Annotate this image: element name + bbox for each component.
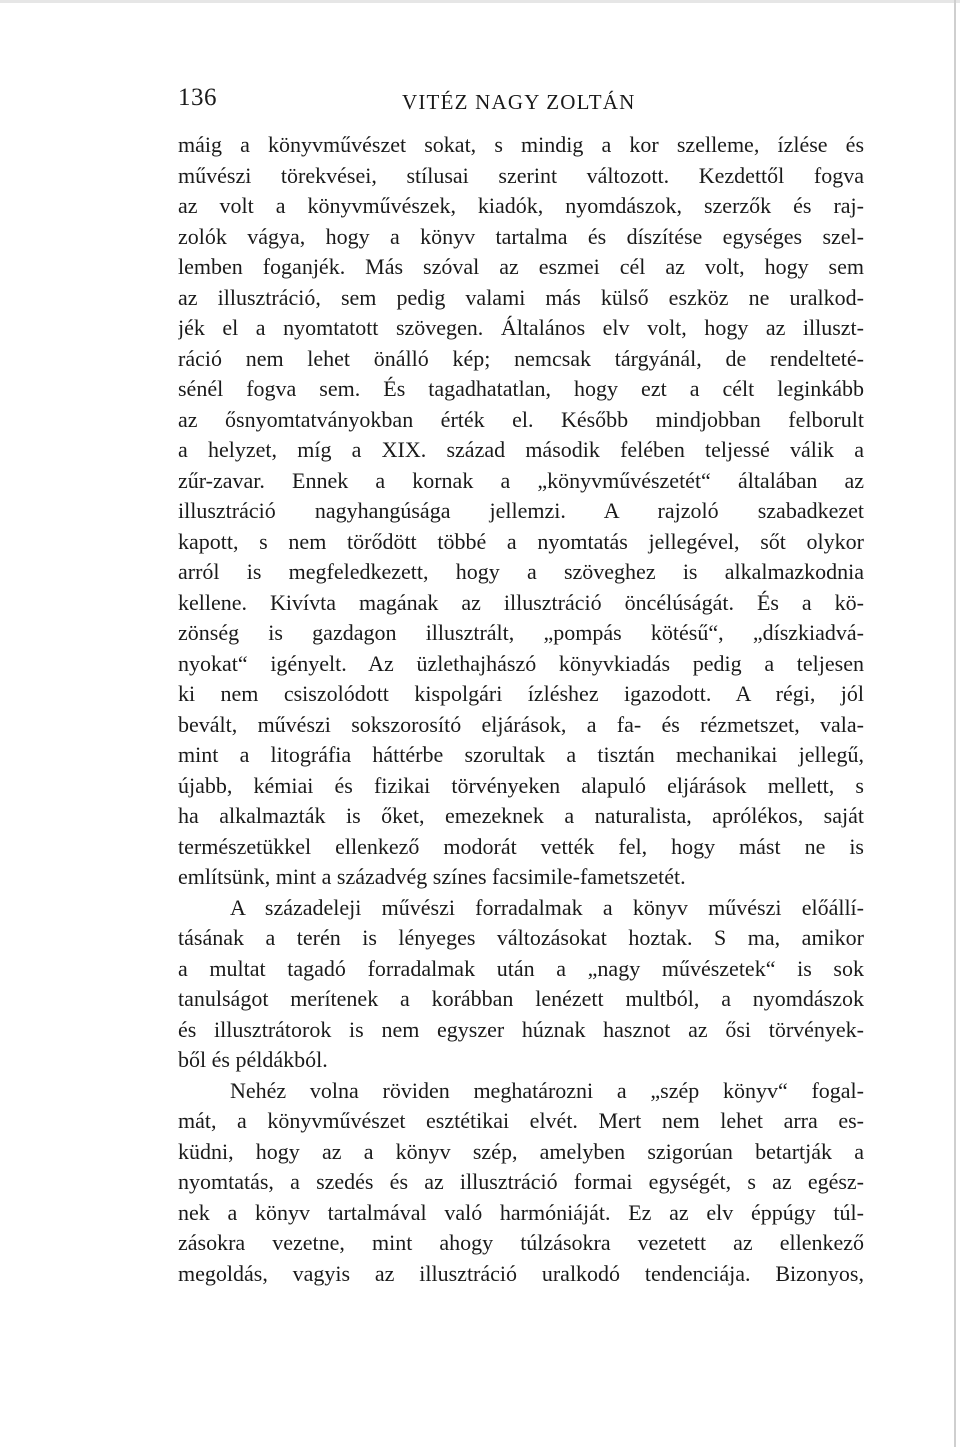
text-line: és illusztrátorok is nem egyszer húznak hasznot az ősi törvények- xyxy=(178,1016,864,1042)
text-line: újabb, kémiai és fizikai törvényeken alapuló eljárások mellett, s xyxy=(178,772,864,798)
text-line: ki nem csiszolódott kispolgári ízléshez igazodott. A régi, jól xyxy=(178,681,864,706)
text-line: a helyzet, míg a XIX. század második felében teljessé válik a xyxy=(178,437,864,462)
text-line: a multat tagadó forradalmak után a „nagy művészetek“ is sok xyxy=(178,955,864,981)
text-line: az illusztráció, sem pedig valami más külső eszköz ne uralkod- xyxy=(178,284,864,310)
text-line: nyokat“ igényelt. Az üzlethajhászó könyvkiadás pedig a teljesen xyxy=(178,650,864,676)
text-line: az ősnyomtatványokban érték el. Később mindjobban felborult xyxy=(178,406,864,432)
text-line: Nehéz volna röviden meghatározni a „szép könyv“ fogal- xyxy=(230,1077,864,1103)
text-line: arról is megfeledkezett, hogy a szöveghez is alkalmazkodnia xyxy=(178,559,864,584)
text-line: tásának a terén is lényeges változásokat hoztak. S ma, amikor xyxy=(178,925,864,950)
text-line: ráció nem lehet önálló kép; nemcsak tárgyánál, de rendelteté- xyxy=(178,345,864,371)
text-line: A századeleji művészi forradalmak a könyv művészi előállí- xyxy=(230,894,864,920)
text-line: kapott, s nem törődött többé a nyomtatás jellegével, sőt olykor xyxy=(178,528,864,554)
text-line: zásokra vezetne, mint ahogy túlzásokra vezetett az ellenkező xyxy=(178,1230,864,1255)
body-text xyxy=(178,130,864,1289)
text-line: zűr-zavar. Ennek a kornak a „könyvművészetét“ általában az xyxy=(178,467,864,493)
text-line: nek a könyv tartalmával való harmóniáját. Ez az elv éppúgy túl- xyxy=(178,1199,864,1225)
page-right-edge xyxy=(954,0,956,1447)
text-line: kellene. Kivívta magának az illusztráció öncélúságát. És a kö- xyxy=(178,589,864,615)
text-line: az volt a könyvművészek, kiadók, nyomdászok, szerzők és raj- xyxy=(178,193,864,218)
text-line: illusztráció nagyhangúsága jellemzi. A rajzoló szabadkezet xyxy=(178,498,864,523)
text-line: természetükkel ellenkező modorát vették fel, hogy mást ne is xyxy=(178,833,864,859)
text-line: bevált, művészi sokszorosító eljárások, a fa- és rézmetszet, vala- xyxy=(178,711,864,737)
text-line: tanulságot merítenek a korábban lenézett multból, a nyomdászok xyxy=(178,986,864,1011)
text-line: ből és példákból. xyxy=(178,1047,328,1072)
text-line: említsünk, mint a századvég színes facsimile-fametszetét. xyxy=(178,864,686,889)
text-line: mint a litográfia háttérbe szorultak a tisztán mechanikai jellegű, xyxy=(178,742,864,767)
text-line: ha alkalmazták is őket, emezeknek a naturalista, aprólékos, saját xyxy=(178,803,864,828)
page-number: 136 xyxy=(178,84,217,111)
text-line: máig a könyvművészet sokat, s mindig a kor szelleme, ízlése és xyxy=(178,132,864,157)
text-line: küdni, hogy az a könyv szép, amelyben szigorúan betartják a xyxy=(178,1138,864,1164)
text-line: jék el a nyomtatott szövegen. Általános elv volt, hogy az illuszt- xyxy=(178,315,864,340)
text-line: zönség is gazdagon illusztrált, „pompás kötésű“, „díszkiadvá- xyxy=(178,620,864,645)
page-top-edge xyxy=(0,0,960,3)
page-header xyxy=(178,84,864,124)
text-line: művészi törekvései, stílusai szerint változott. Kezdettől fogva xyxy=(178,162,864,188)
text-line: lemben foganjék. Más szóval az eszmei cél az volt, hogy sem xyxy=(178,254,864,279)
text-line: sénél fogva sem. És tagadhatatlan, hogy ezt a célt leginkább xyxy=(178,376,864,401)
running-head: VITÉZ NAGY ZOLTÁN xyxy=(402,90,636,114)
text-line: mát, a könyvművészet esztétikai elvét. Mert nem lehet arra es- xyxy=(178,1108,864,1133)
text-line: zolók vágya, hogy a könyv tartalma és díszítése egységes szel- xyxy=(178,223,864,249)
text-line: megoldás, vagyis az illusztráció uralkodó tendenciája. Bizonyos, xyxy=(178,1260,864,1286)
text-line: nyomtatás, a szedés és az illusztráció formai egységét, s az egész- xyxy=(178,1169,864,1194)
